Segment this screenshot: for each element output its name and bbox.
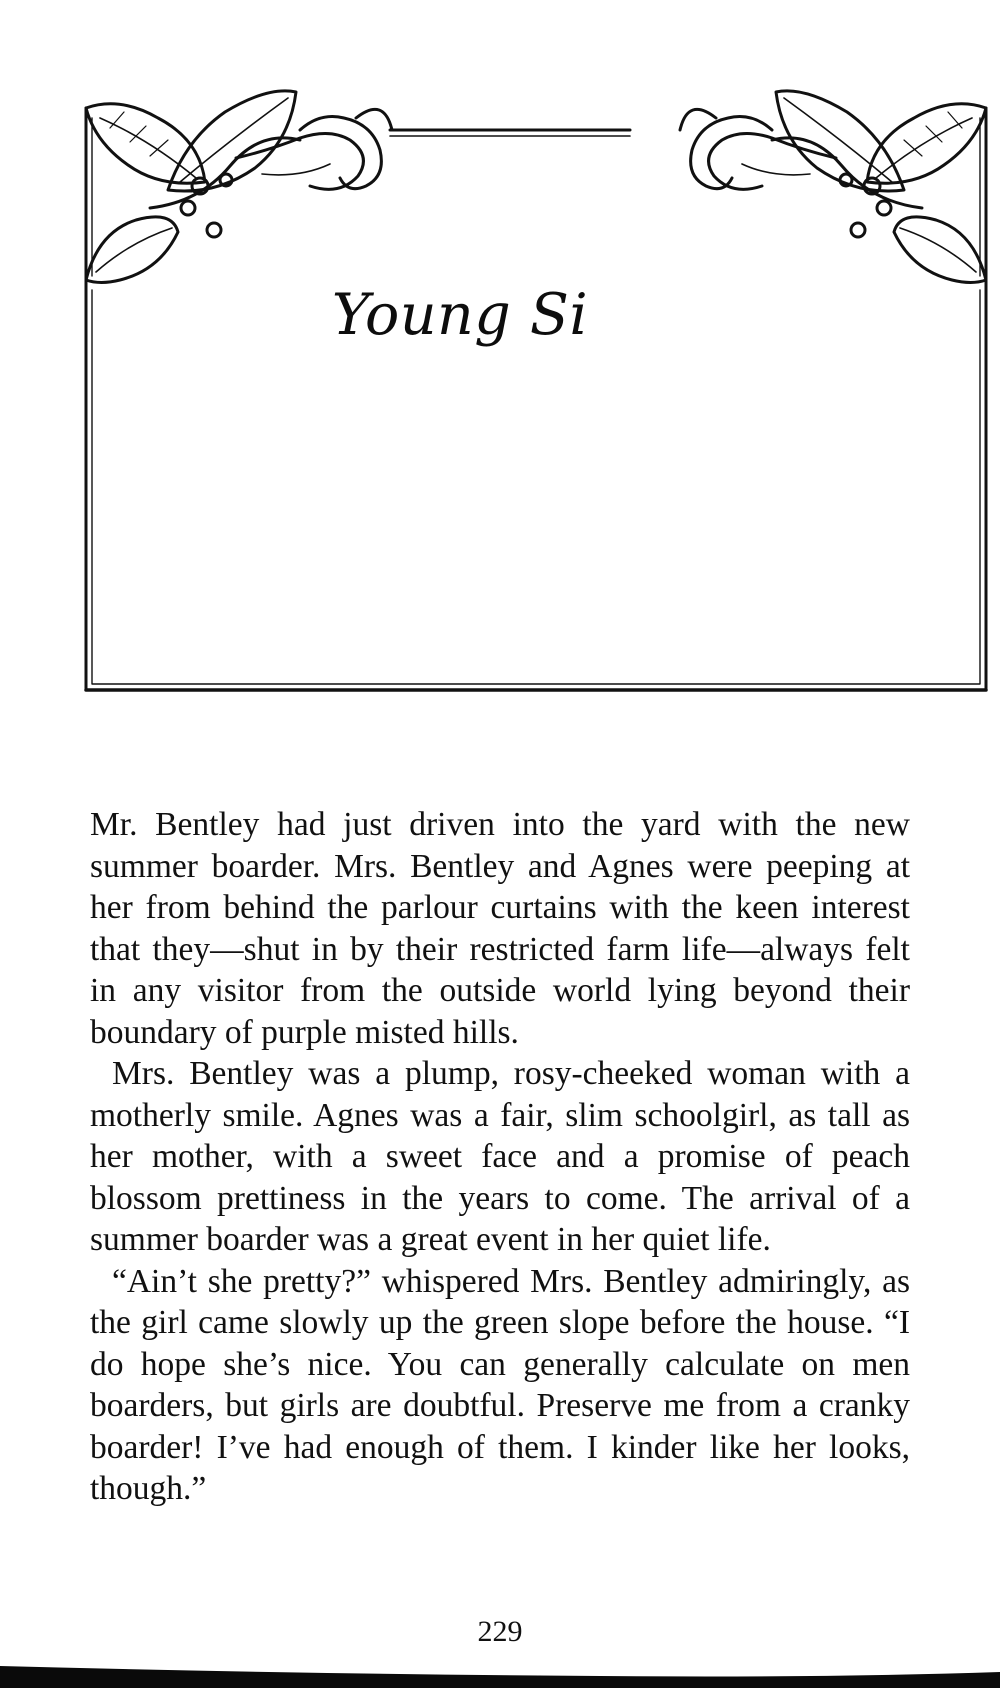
body-text: [90, 804, 910, 1510]
paragraph: Mr. Bentley had just driven into the yard with the new summer boarder. Mrs. Bentley and Agnes were peeping at her from behind the parlour curtains with the keen interest that they—shut in by their restricted farm life—always felt in any visitor from the outside world lying beyond their boundary of purple misted hills.: [90, 806, 910, 1051]
scan-edge-shadow: [0, 1652, 1000, 1688]
chapter-title: Young Si: [331, 282, 589, 348]
paragraph: “Ain’t she pretty?” whispered Mrs. Bentley admiringly, as the girl came slowly up the green slope before the house. “I do hope she’s nice. You can generally calculate on men boarders, but girls are doubtful. Preserve me from a cranky boarder! I’ve had enough of them. I kinder like her looks, though.”: [90, 1262, 910, 1507]
page-number: 229: [477, 1615, 523, 1648]
right-corner-leaves-icon: [680, 91, 986, 283]
left-corner-leaves-icon: [86, 91, 392, 283]
paragraph: Mrs. Bentley was a plump, rosy-cheeked woman with a motherly smile. Agnes was a fair, slim schoolgirl, as tall as her mother, with a sweet face and a promise of peach blossom prettiness in the years to come. The arrival of a summer boarder was a great event in her quiet life.: [90, 1055, 910, 1258]
chapter-frame-ornament: [0, 0, 1000, 720]
